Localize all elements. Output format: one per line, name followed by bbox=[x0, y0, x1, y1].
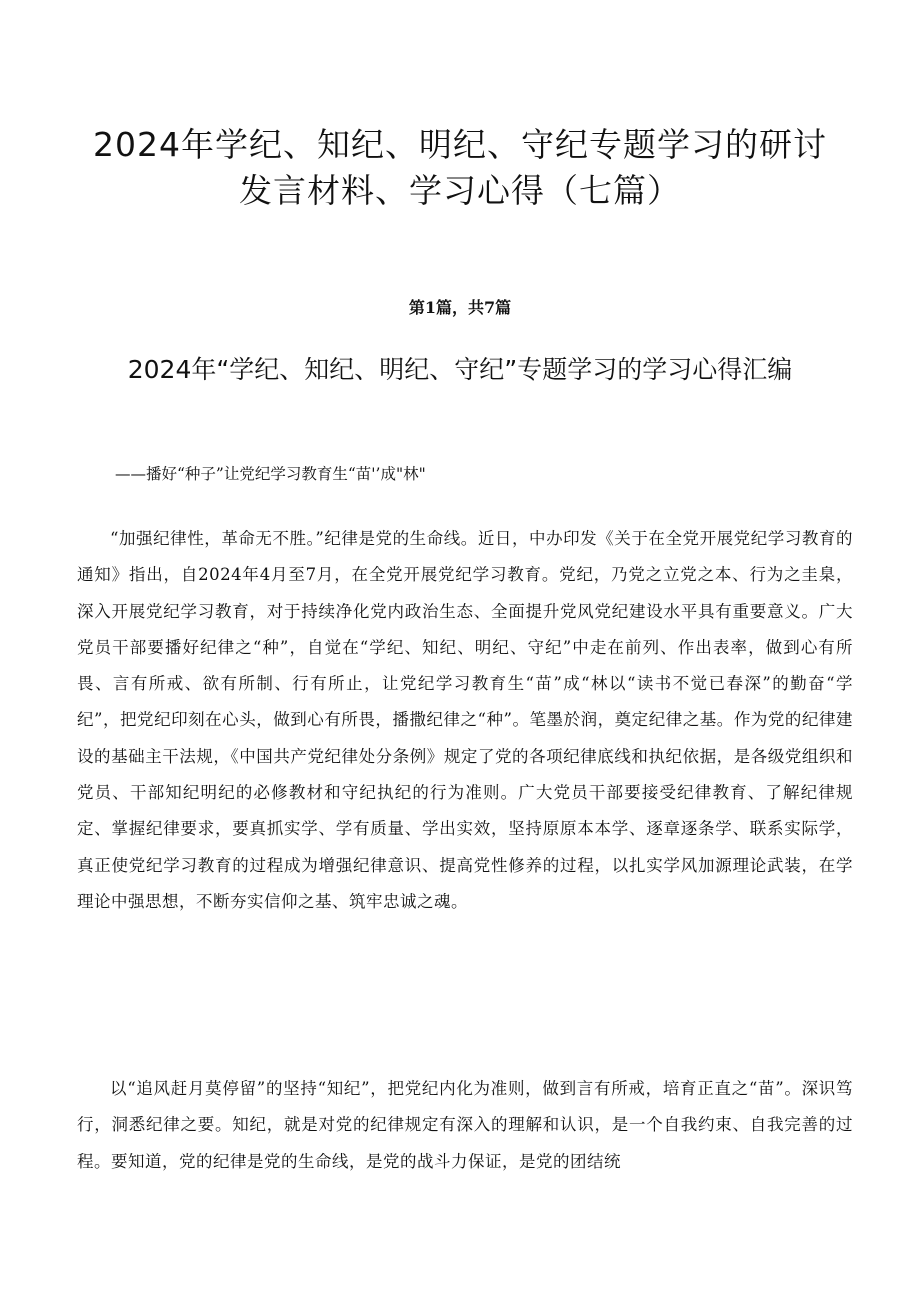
section-title: 2024年“学纪、知纪、明纪、守纪”专题学习的学习心得汇编 bbox=[127, 355, 793, 384]
section-subtitle: ——播好“种子”让党纪学习教育生“苗'’成"林" bbox=[115, 465, 426, 483]
body-paragraph: “加强纪律性，革命无不胜。”纪律是党的生命线。近日，中办印发《关于在全党开展党纪学习教育的通知》指出，自2024年4月至7月，在全党开展党纪学习教育。党纪，乃党之立党之本、行为之圭臬，深入开展党纪学习教育，对于持续净化党内政治生态、全面提升党风党纪建设水平具有重要意义。广大党员干部要播好纪律之“种”，自觉在“学纪、知纪、明纪、守纪”中走在前列、作出表率，做到心有所畏、言有所戒、欲有所制、行有所止，让党纪学习教育生“苗”成“林以“读书不觉已春深”的勤奋“学纪”，把党纪印刻在心头，做到心有所畏，播撒纪律之“种”。笔墨於润，奠定纪律之基。作为党的纪律建设的基础主干法规，《中国共产党纪律处分条例》规定了党的各项纪律底线和执纪依据，是各级党组织和党员、干部知纪明纪的必修教材和守纪执纪的行为准则。广大党员干部要接受纪律教育、了解纪律规定、掌握纪律要求，要真抓实学、学有质量、学出实效，坚持原原本本学、逐章逐条学、联系实际学，真正使党纪学习教育的过程成为增强纪律意识、提高党性修养的过程，以扎实学风加源理论武装，在学理论中强思想，不断夯实信仰之基、筑牢忠诚之魂。 bbox=[77, 529, 853, 911]
body-paragraph: 以“追风赶月莫停留”的坚持“知纪”，把党纪内化为准则，做到言有所戒，培育正直之“苗”。深识笃行，洞悉纪律之要。知纪，就是对党的纪律规定有深入的理解和认识，是一个自我约束、自我完善的过程。要知道，党的纪律是党的生命线，是党的战斗力保证，是党的团结统 bbox=[77, 1079, 853, 1171]
part-label: 第1篇，共7篇 bbox=[408, 298, 512, 317]
document-main-title: 2024年学纪、知纪、明纪、守纪专题学习的研讨发言材料、学习心得（七篇） bbox=[93, 125, 827, 210]
